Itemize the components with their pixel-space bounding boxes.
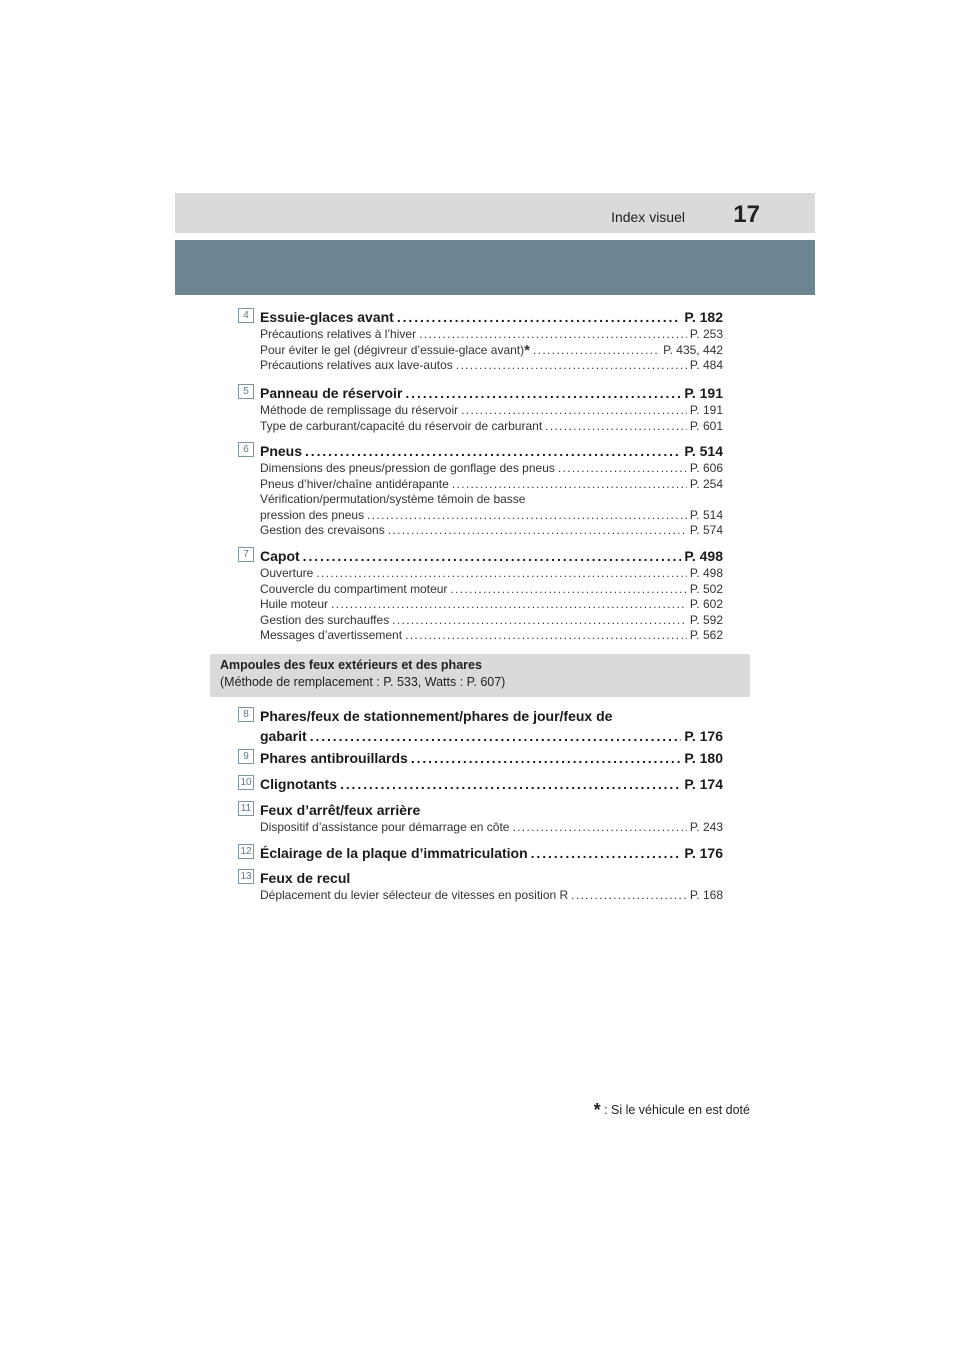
sub-entry[interactable]: Pneus d’hiver/chaîne antidérapante . . . P. 254 bbox=[260, 477, 723, 493]
page-ref: P. 435, 442 bbox=[663, 342, 723, 357]
entry-title-line[interactable]: Feux de recul bbox=[260, 870, 351, 886]
index-entry-tires bbox=[238, 441, 723, 539]
index-entry-fog-lights bbox=[238, 748, 723, 768]
sub-entry[interactable]: Précautions relatives aux lave-autos . . . P. 484 bbox=[260, 358, 723, 374]
entry-title-line[interactable]: Panneau de réservoir . . . P. 191 bbox=[260, 383, 723, 403]
page-ref: P. 606 bbox=[689, 461, 723, 475]
asterisk-marker: * bbox=[593, 1100, 601, 1120]
index-entry-wipers bbox=[238, 307, 723, 374]
sub-entry-wrapped[interactable]: Vérification/permutation/système témoin de basse bbox=[260, 492, 526, 506]
entry-title-line[interactable]: Éclairage de la plaque d’immatriculation . . . P. 176 bbox=[260, 843, 723, 863]
index-entry-license-plate-light bbox=[238, 843, 723, 863]
index-entry-hood bbox=[238, 546, 723, 644]
sub-entry[interactable]: pression des pneus . . . P. 514 bbox=[260, 508, 723, 524]
lamps-info-box bbox=[210, 654, 750, 697]
callout-number: 6 bbox=[238, 442, 254, 457]
page-number: 17 bbox=[733, 201, 760, 228]
sub-entry[interactable]: Messages d’avertissement . . . P. 562 bbox=[260, 628, 723, 644]
sub-entry[interactable]: Dimensions des pneus/pression de gonflage des pneus . . . P. 606 bbox=[260, 461, 723, 477]
index-entry-turn-signals bbox=[238, 774, 723, 794]
index-entry-fuel-door bbox=[238, 383, 723, 434]
page-ref: P. 168 bbox=[689, 888, 723, 902]
page-header bbox=[175, 193, 815, 233]
sub-entry[interactable]: Déplacement du levier sélecteur de vitesses en position R . . . P. 168 bbox=[260, 888, 723, 904]
callout-number: 9 bbox=[238, 749, 254, 764]
entry-title-line[interactable]: Essuie-glaces avant . . . P. 182 bbox=[260, 307, 723, 327]
page-ref: P. 176 bbox=[684, 728, 723, 744]
page-ref: P. 191 bbox=[689, 403, 723, 417]
entry-title-line[interactable]: Phares antibrouillards . . . P. 180 bbox=[260, 748, 723, 768]
sub-entry[interactable]: Type de carburant/capacité du réservoir de carburant . . . P. 601 bbox=[260, 419, 723, 435]
page-ref: P. 174 bbox=[684, 776, 723, 792]
index-entry-stop-lights bbox=[238, 800, 723, 836]
page-ref: P. 182 bbox=[684, 309, 723, 325]
page-ref: P. 498 bbox=[684, 548, 723, 564]
entry-title-line[interactable]: Feux d’arrêt/feux arrière bbox=[260, 802, 421, 818]
lamps-box-text: (Méthode de remplacement : P. 533, Watts : P. 607) bbox=[220, 675, 506, 689]
index-entry-backup-lights bbox=[238, 868, 723, 904]
section-title: Index visuel bbox=[611, 209, 685, 225]
sub-entry[interactable]: Pour éviter le gel (dégivreur d’essuie-glace avant)* . . . P. 435, 442 bbox=[260, 343, 723, 359]
page-ref: P. 502 bbox=[689, 581, 723, 596]
callout-number: 13 bbox=[238, 869, 254, 884]
callout-number: 8 bbox=[238, 707, 254, 722]
index-entry-headlights bbox=[238, 706, 723, 746]
page-ref: P. 176 bbox=[684, 845, 723, 861]
page-ref: P. 484 bbox=[689, 358, 723, 372]
callout-number: 11 bbox=[238, 801, 254, 816]
entry-title-line[interactable]: Capot . . . P. 498 bbox=[260, 546, 723, 566]
callout-number: 5 bbox=[238, 384, 254, 399]
page-ref: P. 562 bbox=[689, 628, 723, 642]
header-band bbox=[175, 240, 815, 295]
page-ref: P. 254 bbox=[689, 476, 723, 491]
page-ref: P. 253 bbox=[689, 327, 723, 341]
callout-number: 4 bbox=[238, 308, 254, 323]
entry-title-line[interactable]: Phares/feux de stationnement/phares de jour/feux de bbox=[260, 708, 613, 724]
asterisk-marker: * bbox=[524, 341, 530, 359]
entry-title-line[interactable]: Clignotants . . . P. 174 bbox=[260, 774, 723, 794]
page-ref: P. 180 bbox=[684, 750, 723, 766]
footnote bbox=[560, 1100, 750, 1121]
callout-number: 7 bbox=[238, 547, 254, 562]
sub-entry[interactable]: Méthode de remplissage du réservoir . . . P. 191 bbox=[260, 403, 723, 419]
page-ref: P. 191 bbox=[684, 385, 723, 401]
callout-number: 12 bbox=[238, 844, 254, 859]
sub-entry[interactable]: Huile moteur . . . P. 602 bbox=[260, 597, 723, 613]
sub-entry[interactable]: Gestion des surchauffes . . . P. 592 bbox=[260, 613, 723, 629]
lamps-box-title: Ampoules des feux extérieurs et des phares bbox=[220, 658, 482, 672]
page-ref: P. 602 bbox=[689, 597, 723, 611]
callout-number: 10 bbox=[238, 775, 254, 790]
page-ref: P. 498 bbox=[689, 566, 723, 580]
sub-entry[interactable]: Dispositif d’assistance pour démarrage en côte . . . P. 243 bbox=[260, 820, 723, 836]
entry-title-line[interactable]: gabarit . . . P. 176 bbox=[260, 726, 723, 746]
entry-title-line[interactable]: Pneus . . . P. 514 bbox=[260, 441, 723, 461]
page-ref: P. 574 bbox=[689, 523, 723, 537]
page-ref: P. 601 bbox=[689, 418, 723, 433]
sub-entry[interactable]: Ouverture . . . P. 498 bbox=[260, 566, 723, 582]
page-ref: P. 243 bbox=[689, 820, 723, 834]
sub-entry[interactable]: Couvercle du compartiment moteur . . . P. 502 bbox=[260, 582, 723, 598]
sub-entry[interactable]: Précautions relatives à l’hiver . . . P. 253 bbox=[260, 327, 723, 343]
page-ref: P. 514 bbox=[689, 507, 723, 522]
page-ref: P. 592 bbox=[689, 612, 723, 627]
footnote-text: : Si le véhicule en est doté bbox=[604, 1102, 750, 1117]
page-ref: P. 514 bbox=[684, 443, 723, 459]
sub-entry[interactable]: Gestion des crevaisons . . . P. 574 bbox=[260, 523, 723, 539]
